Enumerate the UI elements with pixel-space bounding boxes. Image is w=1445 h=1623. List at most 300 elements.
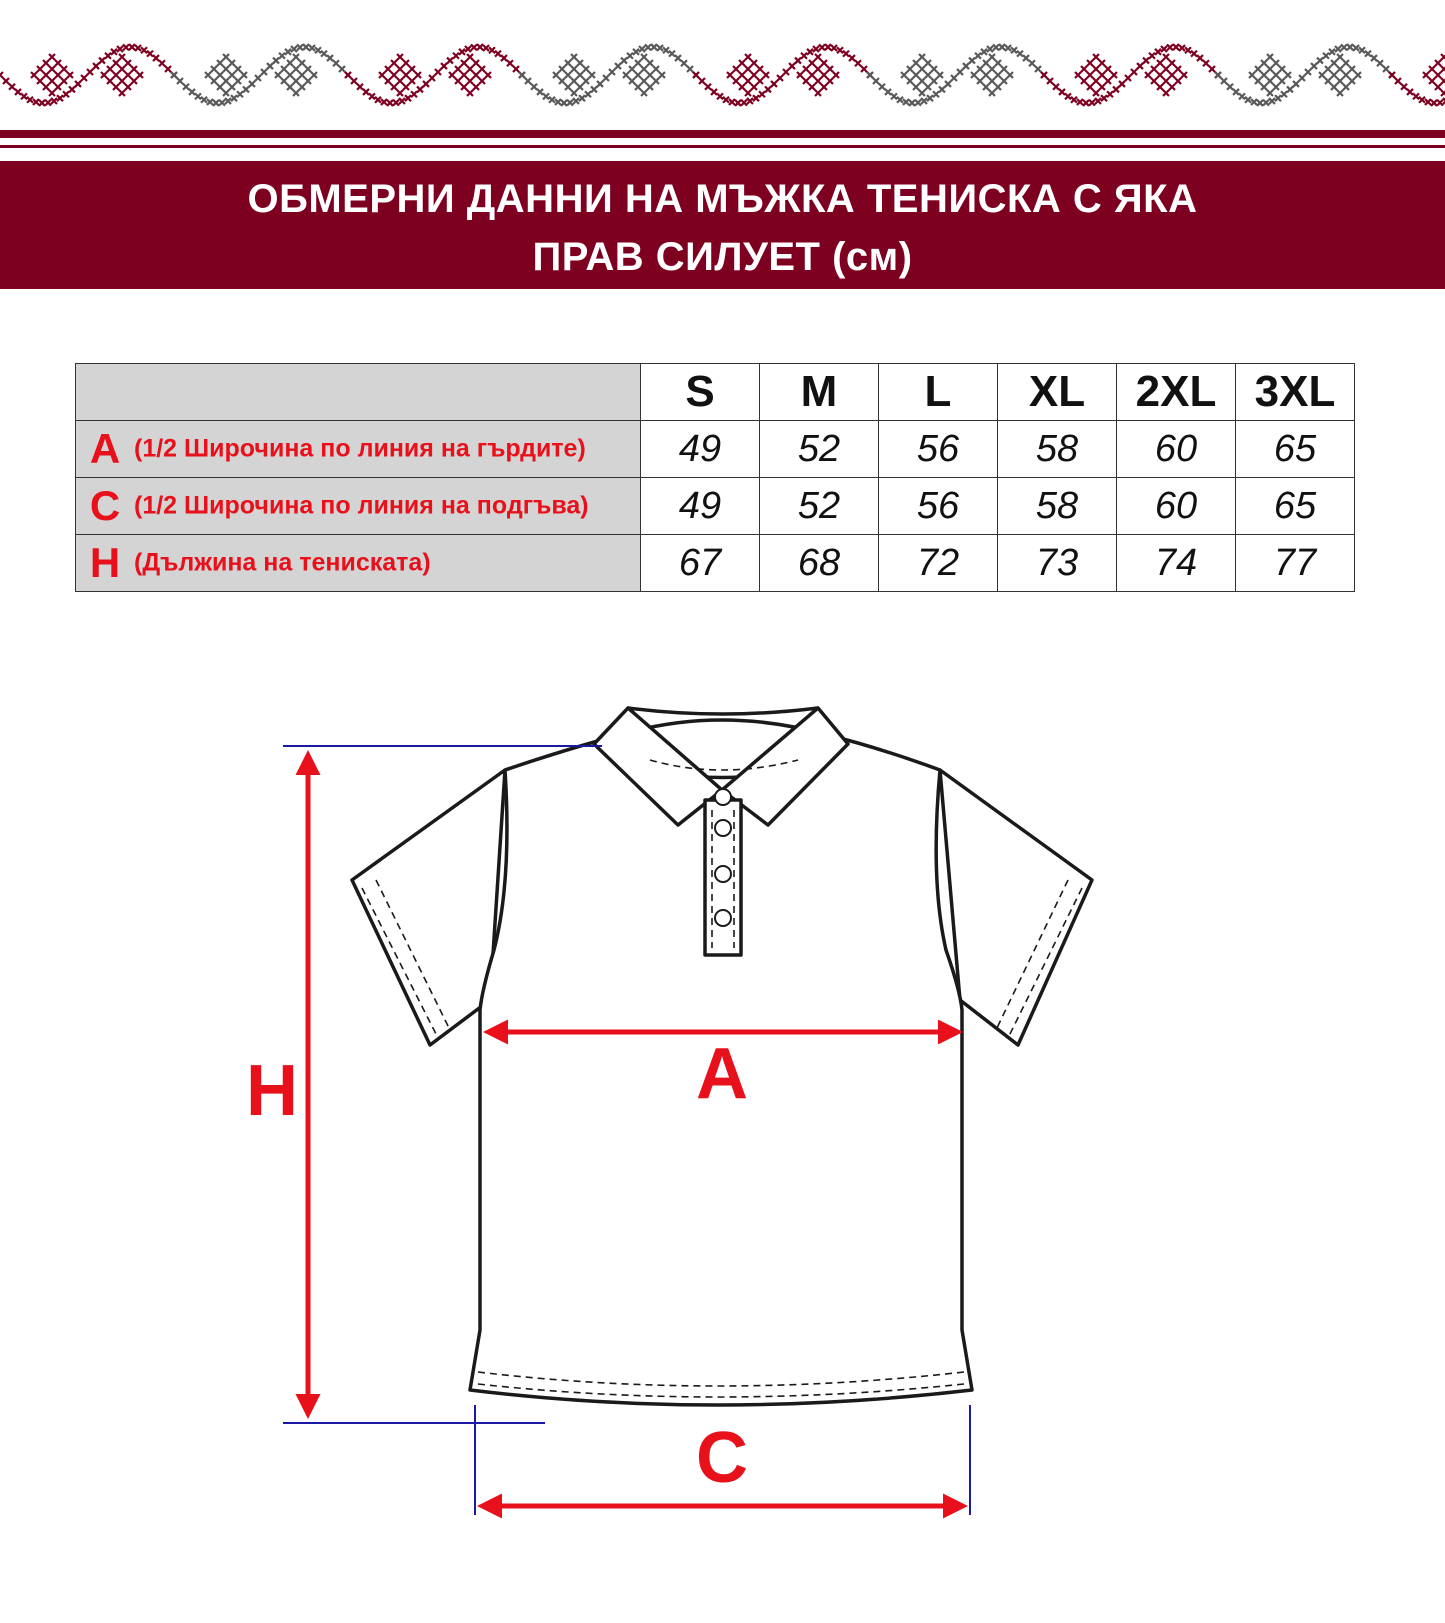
- stitch: [1341, 44, 1347, 50]
- stitch: [449, 72, 455, 78]
- stitch: [483, 45, 489, 51]
- stitch: [945, 81, 951, 87]
- stitch: [391, 84, 397, 90]
- stitch: [1131, 69, 1137, 75]
- stitch: [745, 54, 751, 60]
- stitch: [741, 100, 747, 106]
- stitch: [1305, 69, 1311, 75]
- size-header-row: [76, 364, 1355, 421]
- table-cell: 77: [1236, 535, 1355, 592]
- stitch: [1093, 90, 1099, 96]
- stitch: [733, 66, 739, 72]
- stitch: [621, 58, 627, 64]
- stitch: [385, 66, 391, 72]
- stitch: [577, 84, 583, 90]
- stitch: [1245, 97, 1251, 103]
- stitch: [299, 60, 305, 66]
- stitch: [1267, 78, 1273, 84]
- stitch: [15, 89, 21, 95]
- stitch: [1191, 51, 1197, 57]
- stitch: [559, 78, 565, 84]
- stitch: [693, 72, 699, 78]
- stitch: [909, 100, 915, 106]
- stitch: [565, 60, 571, 66]
- stitch: [467, 54, 473, 60]
- stitch: [45, 100, 51, 106]
- stitch: [579, 95, 585, 101]
- stitch: [577, 60, 583, 66]
- stitch: [113, 72, 119, 78]
- stitch: [663, 47, 669, 53]
- stitch: [1441, 54, 1445, 60]
- stitch: [201, 97, 207, 103]
- stitch: [1255, 78, 1261, 84]
- stitch: [717, 93, 723, 99]
- stitch: [933, 91, 939, 97]
- stitch: [1113, 86, 1119, 92]
- stitch: [455, 78, 461, 84]
- stitch: [397, 78, 403, 84]
- stitch: [723, 97, 729, 103]
- stitch: [633, 49, 639, 55]
- stitch: [393, 100, 399, 106]
- stitch: [653, 66, 659, 72]
- stitch: [641, 54, 647, 60]
- stitch: [1251, 99, 1257, 105]
- stitch: [1317, 58, 1323, 64]
- stitch: [473, 60, 479, 66]
- stitch: [751, 60, 757, 66]
- stitch: [565, 72, 571, 78]
- stitch: [885, 89, 891, 95]
- stitch: [1329, 49, 1335, 55]
- stitch: [867, 72, 873, 78]
- table-corner-cell: [76, 364, 641, 421]
- stitch: [925, 72, 931, 78]
- stitch: [1269, 98, 1275, 104]
- stitch: [815, 90, 821, 96]
- stitch: [983, 60, 989, 66]
- stitch: [63, 91, 69, 97]
- stitch: [969, 58, 975, 64]
- stitch: [827, 66, 833, 72]
- stitch: [555, 99, 561, 105]
- stitch: [1343, 72, 1349, 78]
- stitch: [43, 72, 49, 78]
- stitch: [1175, 78, 1181, 84]
- stitch: [183, 84, 189, 90]
- stitch: [1429, 78, 1435, 84]
- table-cell: 72: [879, 535, 998, 592]
- stitch: [1435, 60, 1441, 66]
- stitch: [745, 78, 751, 84]
- stitch: [913, 72, 919, 78]
- stitch: [1163, 54, 1169, 60]
- stitch: [1273, 60, 1279, 66]
- stitch: [1197, 55, 1203, 61]
- stitch: [1023, 55, 1029, 61]
- stitch: [1149, 53, 1155, 59]
- stitch: [223, 90, 229, 96]
- stitch: [1347, 44, 1353, 50]
- stitch: [299, 84, 305, 90]
- stitch: [925, 84, 931, 90]
- stitch: [1335, 46, 1341, 52]
- stitch: [1007, 72, 1013, 78]
- stitch: [819, 44, 825, 50]
- stitch: [287, 84, 293, 90]
- stitch: [1181, 72, 1187, 78]
- stitch: [131, 66, 137, 72]
- stitch: [147, 51, 153, 57]
- stitch: [357, 84, 363, 90]
- size-table: [75, 363, 1355, 592]
- stitch: [833, 72, 839, 78]
- stitch: [1395, 78, 1401, 84]
- stitch: [411, 91, 417, 97]
- stitch: [297, 44, 303, 50]
- stitch: [1267, 90, 1273, 96]
- stitch: [989, 78, 995, 84]
- stitch: [1125, 75, 1131, 81]
- stitch: [387, 100, 393, 106]
- stitch: [1157, 72, 1163, 78]
- stitch: [49, 78, 55, 84]
- stitch: [1095, 98, 1101, 104]
- stitch: [1029, 60, 1035, 66]
- stitch: [217, 60, 223, 66]
- stitch: [1275, 95, 1281, 101]
- stitch: [229, 72, 235, 78]
- stitch: [55, 60, 61, 66]
- stitch: [567, 100, 573, 106]
- stitch: [589, 72, 595, 78]
- stitch: [815, 54, 821, 60]
- stitch: [1435, 72, 1441, 78]
- stitch: [339, 66, 345, 72]
- stitch: [751, 72, 757, 78]
- stitch: [0, 72, 3, 78]
- stitch: [1337, 90, 1343, 96]
- stitch: [705, 84, 711, 90]
- stitch: [1081, 78, 1087, 84]
- stitch: [977, 78, 983, 84]
- stitch: [603, 75, 609, 81]
- stitch: [231, 95, 237, 101]
- stitch: [1081, 66, 1087, 72]
- stitch: [983, 84, 989, 90]
- stitch: [561, 100, 567, 106]
- size-header: S: [641, 364, 760, 421]
- stitch: [1383, 66, 1389, 72]
- stitch: [669, 51, 675, 57]
- stitch: [519, 72, 525, 78]
- stitch: [461, 60, 467, 66]
- stitch: [1407, 89, 1413, 95]
- stitch: [913, 84, 919, 90]
- stitch: [495, 51, 501, 57]
- stitch: [927, 95, 933, 101]
- stitch: [939, 86, 945, 92]
- stitch: [1425, 99, 1431, 105]
- stitch: [39, 100, 45, 106]
- stitch: [67, 72, 73, 78]
- stitch: [821, 72, 827, 78]
- stitch: [49, 66, 55, 72]
- stitch: [1431, 100, 1437, 106]
- stitch: [803, 78, 809, 84]
- measurement-description: (1/2 Широчина по линия на гърдите): [134, 434, 586, 463]
- stitch: [797, 72, 803, 78]
- stitch: [815, 78, 821, 84]
- table-cell: 74: [1117, 535, 1236, 592]
- stitch: [1349, 78, 1355, 84]
- stitch: [249, 81, 255, 87]
- stitch: [571, 54, 577, 60]
- stitch: [711, 89, 717, 95]
- table-row: [76, 478, 1355, 535]
- stitch: [207, 99, 213, 105]
- stitch: [455, 66, 461, 72]
- stitch: [513, 66, 519, 72]
- stitch: [3, 78, 9, 84]
- stitch: [235, 66, 241, 72]
- stitch: [1437, 100, 1443, 106]
- stitch: [1035, 66, 1041, 72]
- stitch: [989, 54, 995, 60]
- stitch: [1145, 72, 1151, 78]
- stitch: [55, 84, 61, 90]
- stitch: [735, 100, 741, 106]
- table-cell: 67: [641, 535, 760, 592]
- stitch: [1077, 99, 1083, 105]
- stitch: [1323, 53, 1329, 59]
- stitch: [299, 72, 305, 78]
- stitch: [403, 60, 409, 66]
- stitch: [1137, 63, 1143, 69]
- stitch: [983, 72, 989, 78]
- stitch: [1151, 78, 1157, 84]
- stitch: [971, 72, 977, 78]
- stitch: [1175, 66, 1181, 72]
- stitch: [543, 93, 549, 99]
- stitch: [913, 60, 919, 66]
- stitch: [1343, 84, 1349, 90]
- stitch: [1169, 84, 1175, 90]
- stitch: [51, 98, 57, 104]
- stitch: [485, 72, 491, 78]
- stitch: [739, 84, 745, 90]
- stitch: [635, 72, 641, 78]
- stitch: [681, 60, 687, 66]
- stitch: [1273, 72, 1279, 78]
- stitch: [61, 66, 67, 72]
- stitch: [1105, 66, 1111, 72]
- stitch: [1099, 84, 1105, 90]
- table-cell: 49: [641, 478, 760, 535]
- stitch: [745, 66, 751, 72]
- stitch: [753, 95, 759, 101]
- stitch: [243, 86, 249, 92]
- stitch: [423, 81, 429, 87]
- page-subtitle: ПРАВ СИЛУЕТ (см): [532, 235, 913, 279]
- stitch: [293, 66, 299, 72]
- stitch: [1087, 72, 1093, 78]
- stitch: [1157, 60, 1163, 66]
- stitch: [647, 60, 653, 66]
- stitch: [81, 75, 87, 81]
- stitch: [125, 72, 131, 78]
- stitch: [1355, 72, 1361, 78]
- stitch: [105, 53, 111, 59]
- stitch: [1169, 60, 1175, 66]
- table-row: [76, 421, 1355, 478]
- stitch: [291, 46, 297, 52]
- stitch: [879, 84, 885, 90]
- stitch: [573, 98, 579, 104]
- stitch: [37, 66, 43, 72]
- stitch: [403, 72, 409, 78]
- stitch: [801, 53, 807, 59]
- stitch: [285, 49, 291, 55]
- stitch: [1089, 100, 1095, 106]
- stitch: [1279, 66, 1285, 72]
- stitch: [597, 81, 603, 87]
- stitch: [1087, 60, 1093, 66]
- stitch: [405, 95, 411, 101]
- measurement-description: (1/2 Широчина по линия на подгъва): [134, 491, 589, 520]
- stitch: [107, 66, 113, 72]
- stitch: [821, 60, 827, 66]
- stitch: [477, 44, 483, 50]
- stitch: [919, 90, 925, 96]
- stitch: [931, 66, 937, 72]
- table-cell: 58: [998, 421, 1117, 478]
- shirt-diagram: [0, 680, 1445, 1623]
- stitch: [1273, 84, 1279, 90]
- stitch: [119, 90, 125, 96]
- stitch: [783, 69, 789, 75]
- stitch: [795, 58, 801, 64]
- stitch: [921, 98, 927, 104]
- stitch: [1371, 55, 1377, 61]
- stitch: [287, 72, 293, 78]
- stitch: [1041, 72, 1047, 78]
- stitch: [1071, 97, 1077, 103]
- stitch: [261, 69, 267, 75]
- table-cell: 60: [1117, 478, 1236, 535]
- stitch: [1261, 72, 1267, 78]
- stitch: [919, 66, 925, 72]
- stitch: [453, 53, 459, 59]
- stitch: [623, 72, 629, 78]
- stitch: [975, 53, 981, 59]
- cross-stitch-ornament: [0, 30, 1445, 120]
- stitch: [397, 54, 403, 60]
- stitch: [739, 72, 745, 78]
- stitch: [165, 66, 171, 72]
- stitch: [1099, 60, 1105, 66]
- size-header: L: [879, 364, 998, 421]
- stitch: [1053, 84, 1059, 90]
- size-header: 2XL: [1117, 364, 1236, 421]
- stitch: [915, 100, 921, 106]
- stitch: [391, 60, 397, 66]
- divider-line: [0, 145, 1445, 148]
- stitch: [211, 78, 217, 84]
- stitch: [501, 55, 507, 61]
- stitch: [907, 78, 913, 84]
- stitch: [479, 66, 485, 72]
- stitch: [987, 46, 993, 52]
- stitch: [1287, 86, 1293, 92]
- stitch: [119, 54, 125, 60]
- stitch: [321, 51, 327, 57]
- stitch: [131, 78, 137, 84]
- stitch: [1337, 54, 1343, 60]
- stitch: [1157, 84, 1163, 90]
- stitch: [473, 84, 479, 90]
- stitch: [37, 78, 43, 84]
- stitch: [229, 60, 235, 66]
- stitch: [55, 72, 61, 78]
- stitch: [211, 66, 217, 72]
- stitch: [1151, 66, 1157, 72]
- stitch: [989, 90, 995, 96]
- stitch: [223, 66, 229, 72]
- stitch: [995, 60, 1001, 66]
- stitch: [993, 44, 999, 50]
- stitch: [763, 72, 769, 78]
- stitch: [229, 84, 235, 90]
- stitch: [459, 49, 465, 55]
- stitch: [1167, 44, 1173, 50]
- stitch: [351, 78, 357, 84]
- stitch: [559, 66, 565, 72]
- stitch: [627, 53, 633, 59]
- stitch: [1203, 60, 1209, 66]
- stitch: [789, 63, 795, 69]
- stitch: [1185, 47, 1191, 53]
- stitch: [565, 84, 571, 90]
- size-header: 3XL: [1236, 364, 1355, 421]
- stitch: [43, 60, 49, 66]
- stitch: [125, 84, 131, 90]
- stitch: [385, 78, 391, 84]
- stitch: [1239, 93, 1245, 99]
- stitch: [465, 46, 471, 52]
- stitch: [855, 60, 861, 66]
- stitch: [31, 72, 37, 78]
- stitch: [1105, 78, 1111, 84]
- stitch: [1293, 81, 1299, 87]
- stitch: [1267, 66, 1273, 72]
- stitch: [1311, 63, 1317, 69]
- stitch: [641, 66, 647, 72]
- stitch: [137, 72, 143, 78]
- divider-line: [0, 130, 1445, 138]
- stitch: [415, 72, 421, 78]
- stitch: [27, 97, 33, 103]
- stitch: [223, 54, 229, 60]
- stitch: [635, 60, 641, 66]
- stitch: [171, 72, 177, 78]
- stitch: [293, 54, 299, 60]
- stitch: [759, 91, 765, 97]
- stitch: [1093, 54, 1099, 60]
- stitch: [583, 66, 589, 72]
- stitch: [1163, 66, 1169, 72]
